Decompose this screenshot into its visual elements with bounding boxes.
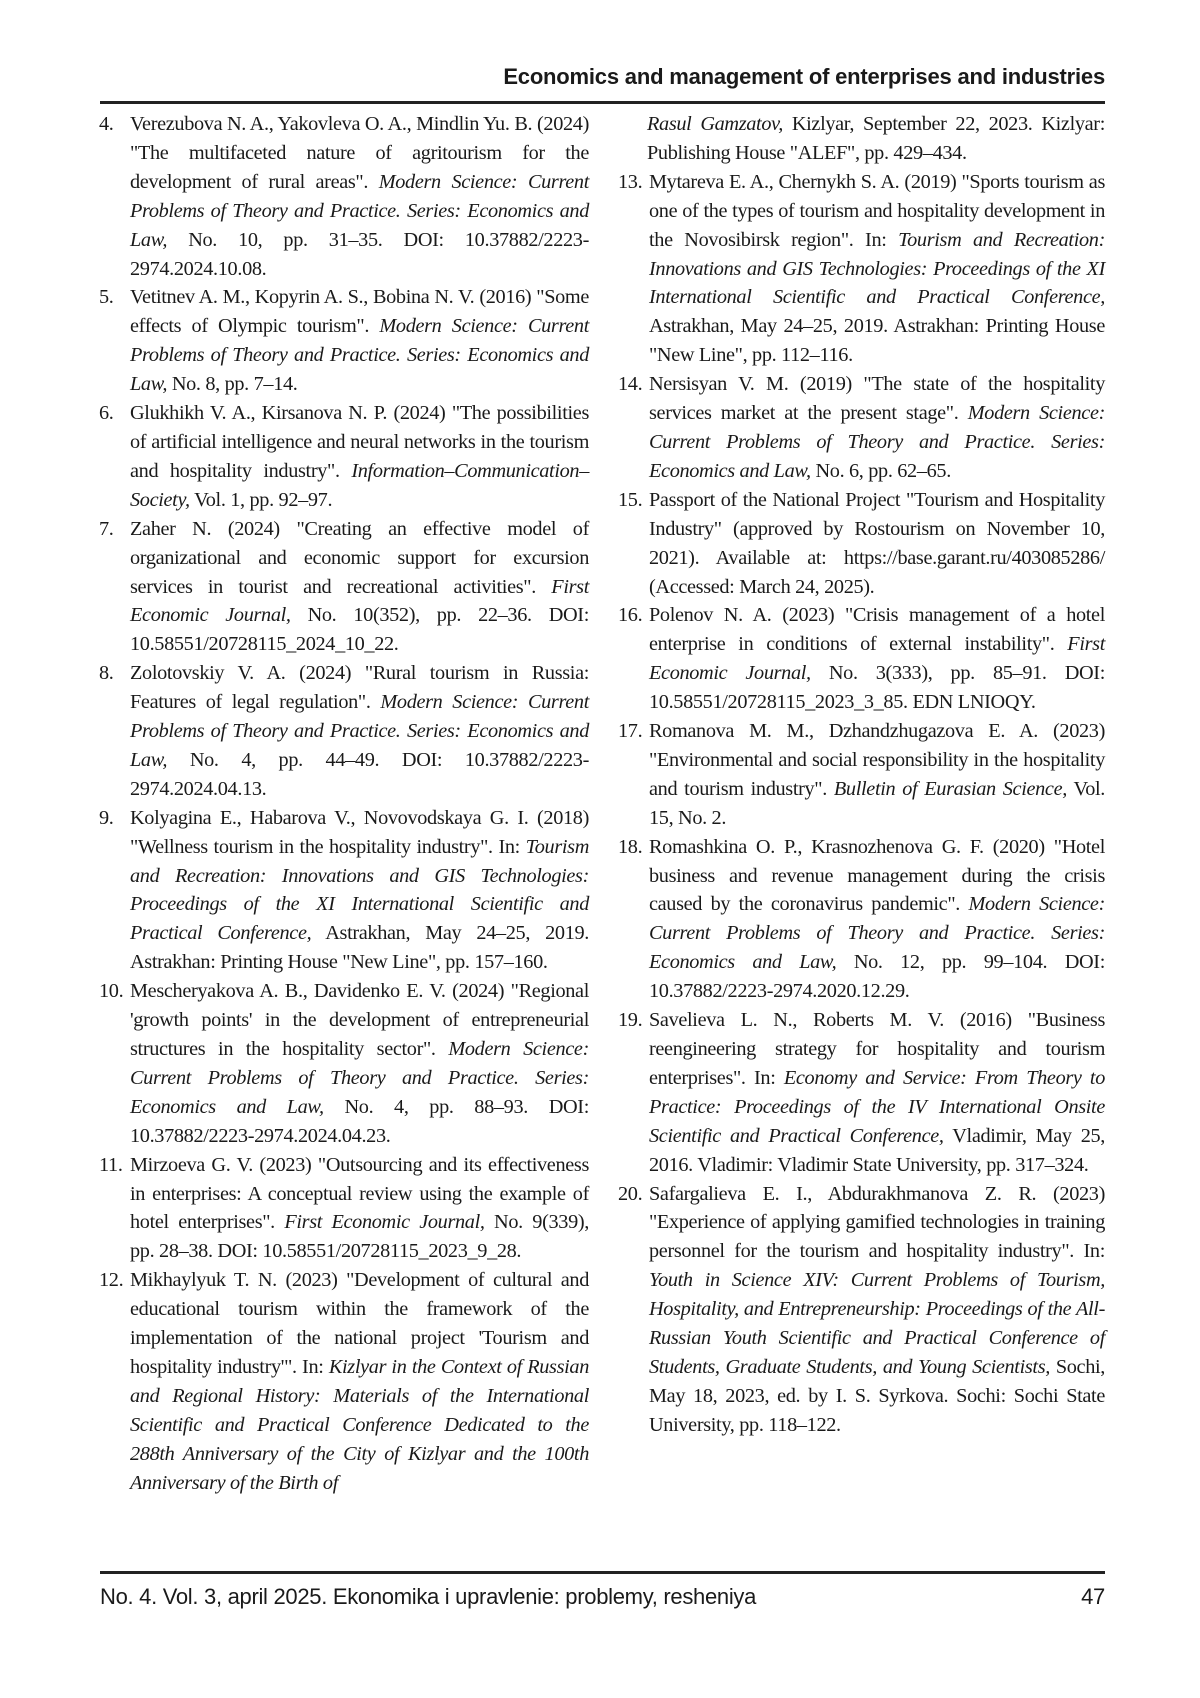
page-footer: [100, 1584, 1105, 1610]
reference-item: [99, 977, 589, 1150]
reference-item: [99, 515, 589, 660]
reference-number: 9.: [99, 804, 114, 833]
reference-text: Safargalieva E. I., Abdurakhmanova Z. R. (2023) "Experience of applying gamified technolo­gies in training personnel for the tourism and hospitality industry". In:: [649, 1183, 1105, 1263]
reference-text: Vol. 1, pp. 92–97.: [190, 489, 332, 511]
reference-text: No. 8, pp. 7–14.: [167, 373, 297, 395]
reference-source-title: Modern Science: Current Problems of Theory and Practice. Series: Economics and Law,: [130, 171, 589, 251]
reference-source-title: First Economic Journal,: [284, 1211, 484, 1233]
reference-item: [618, 370, 1105, 486]
reference-text: No. 9(339), pp. 28–38. DOI: 10.58551/20728115_2023_9_28.: [130, 1211, 589, 1262]
reference-source-title: Economy and Service: From Theory to Practice: Proceedings of the IV International Onsite Scientific and Practical Conference,: [649, 1067, 1105, 1147]
reference-item: [99, 1266, 589, 1497]
reference-text: Astrakhan, May 24–25, 2019. Astrakhan: Printing House "New Line", pp. 157–160.: [130, 922, 589, 973]
reference-text: Vetitnev A. M., Kopyrin A. S., Bobina N. V. (2016) "Some effects of Olympic tourism".: [130, 286, 589, 337]
reference-text: Romanova M. M., Dzhandzhugazova E. A. (2023) "Environmental and social responsibility in the hospitality and tourism industry".: [649, 720, 1105, 800]
reference-number: 15.: [618, 486, 642, 515]
reference-source-title: Modern Science: Current Problems of Theory and Practice. Series: Economics and Law,: [130, 1038, 589, 1118]
reference-source-title: Youth in Science XIV: Current Problems of Tourism, Hospitality, and Entrepreneurship: Proceedings of the All-Russian Youth Scientific and Practical Conference of Students, Graduate Students, and Young Scientists,: [649, 1269, 1105, 1378]
reference-text: Zolotovskiy V. A. (2024) "Rural tourism in Russia: Features of legal regulation".: [130, 662, 589, 713]
reference-source-title: Modern Science: Current Problems of Theory and Practice. Series: Economics and Law,: [649, 893, 1105, 973]
reference-text: No. 6, pp. 62–65.: [811, 460, 951, 482]
reference-item: [618, 1006, 1105, 1179]
running-title: Economics and management of enterprises and industries: [100, 64, 1105, 90]
reference-number: 8.: [99, 659, 114, 688]
reference-source-title: Bulletin of Eurasian Science,: [834, 778, 1067, 800]
reference-number: 16.: [618, 601, 642, 630]
reference-text: Astrakhan, May 24–25, 2019. Astrakhan: Printing House "New Line", pp. 112–116.: [649, 315, 1105, 366]
reference-number: 20.: [618, 1180, 642, 1209]
references-left-column: [99, 110, 589, 1498]
reference-item: [618, 601, 1105, 717]
reference-number: 5.: [99, 283, 114, 312]
reference-source-title: First Economic Journal,: [649, 633, 1105, 684]
reference-item: [618, 110, 1105, 168]
header-divider: [100, 101, 1105, 104]
reference-number: 17.: [618, 717, 642, 746]
reference-item: [99, 1151, 589, 1267]
footer-divider: [100, 1571, 1105, 1574]
reference-text: No. 12, pp. 99–104. DOI: 10.37882/2223-2974.2020.12.29.: [649, 951, 1105, 1002]
reference-number: 12.: [99, 1266, 123, 1295]
reference-text: Romashkina O. P., Krasnozhenova G. F. (2020) "Hotel business and revenue management during the crisis caused by the coronavirus pandemic".: [649, 836, 1105, 916]
reference-item: [99, 283, 589, 399]
references-right-column: [618, 110, 1105, 1440]
issue-info: No. 4. Vol. 3, april 2025. Ekonomika i upravlenie: problemy, resheniya: [100, 1584, 756, 1610]
reference-source-title: Information–Communication–Society,: [130, 460, 589, 511]
reference-item: [618, 168, 1105, 370]
reference-number: 11.: [99, 1151, 123, 1180]
reference-item: [618, 486, 1105, 602]
reference-text: Sochi, May 18, 2023, ed. by I. S. Syrkova. Sochi: Sochi State University, pp. 118–122.: [649, 1356, 1105, 1436]
reference-text: Nersisyan V. M. (2019) "The state of the hospital­ity services market at the present stage".: [649, 373, 1105, 424]
reference-text: No. 4, pp. 88–93. DOI: 10.37882/2223-2974.2024.04.23.: [130, 1096, 589, 1147]
reference-source-title: Rasul Gamzatov,: [647, 113, 783, 135]
reference-item: [99, 659, 589, 804]
reference-source-title: Tourism and Recreation: Innovations and GIS Technologies: Proceedings of the XI International Scientific and Practical Conference,: [130, 836, 589, 945]
reference-item: [618, 833, 1105, 1006]
reference-number: 18.: [618, 833, 642, 862]
reference-item: [618, 717, 1105, 833]
page-number: 47: [1081, 1584, 1105, 1610]
reference-number: 13.: [618, 168, 642, 197]
reference-source-title: Modern Science: Current Problems of Theory and Practice. Series: Economics and Law,: [130, 691, 589, 771]
reference-text: Mytareva E. A., Chernykh S. A. (2019) "Sports tourism as one of the types of tourism and hos­pitality development in the Novosibirsk region". In:: [649, 171, 1105, 251]
reference-text: No. 4, pp. 44–49. DOI: 10.37882/2223-2974.2024.04.13.: [130, 749, 589, 800]
reference-text: Mirzoeva G. V. (2023) "Outsourcing and its ef­fectiveness in enterprises: A conceptual review using the example of hotel enterprises".: [130, 1154, 589, 1234]
reference-source-title: Modern Science: Current Problems of Theory and Practice. Series: Economics and Law,: [649, 402, 1105, 482]
reference-text: Polenov N. A. (2023) "Crisis management of a hotel enterprise in conditions of external instabil­ity".: [649, 604, 1105, 655]
reference-source-title: Modern Science: Current Problems of Theory and Practice. Series: Economics and Law,: [130, 315, 589, 395]
reference-source-title: Kizlyar in the Context of Russian and Regional History: Materials of the International Scientific and Practical Conference Dedicated to the 288th Anniversary of the City of Kizlyar and the 100th Anniversary of the Birth of: [130, 1356, 589, 1494]
reference-number: 10.: [99, 977, 123, 1006]
reference-text: No. 10(352), pp. 22–36. DOI: 10.58551/20728115_2024_10_22.: [130, 604, 589, 655]
reference-text: Vol. 15, No. 2.: [649, 778, 1105, 829]
reference-item: [618, 1180, 1105, 1440]
reference-text: Passport of the National Project "Tourism and Hospitality Industry" (approved by Rostourism on November 10, 2021). Available at: https://base.​garant.ru/403085286/ (Accessed: March 24, 2025).: [649, 489, 1105, 598]
reference-item: [99, 804, 589, 977]
reference-text: Glukhikh V. A., Kirsanova N. P. (2024) "The possi­bilities of artificial intelligence and neural networks in the tourism and hospitality industry".: [130, 402, 589, 482]
reference-source-title: First Economic Journal,: [130, 576, 589, 627]
reference-text: Vladimir, May 25, 2016. Vladimir: Vladimir State University, pp. 317–324.: [649, 1125, 1105, 1176]
reference-number: 7.: [99, 515, 114, 544]
reference-text: Zaher N. (2024) "Creating an effective model of organizational and economic support for excursion services in tourist and recreational activities".: [130, 518, 589, 598]
reference-text: Mescheryakova A. B., Davidenko E. V. (2024) "Regional 'growth points' in the development of entrepreneurial structures in the hospitality sector".: [130, 980, 589, 1060]
reference-text: Mikhaylyuk T. N. (2023) "Development of cultural and educational tourism within the framework of the implementation of the national project 'Tourism and hospitality industry'". In:: [130, 1269, 589, 1378]
reference-number: 6.: [99, 399, 114, 428]
reference-text: Verezubova N. A., Yakovleva O. A., Mindlin Yu. B. (2024) "The multifaceted nature of agritourism for the development of rural areas".: [130, 113, 589, 193]
reference-text: Kolyagina E., Habarova V., Novovodskaya G. I. (2018) "Wellness tourism in the hospitality in­dustry". In:: [130, 807, 589, 858]
reference-text: Savelieva L. N., Roberts M. V. (2016) "Business reengineering strategy for hospitality and tour­ism enterprises". In:: [649, 1009, 1105, 1089]
reference-item: [99, 399, 589, 515]
reference-number: 4.: [99, 110, 114, 139]
reference-text: No. 10, pp. 31–35. DOI: 10.37882/2223-2974.2024.10.08.: [130, 229, 589, 280]
reference-text: No. 3(333), pp. 85–91. DOI: 10.58551/20728115_2023_3_85. EDN LNIOQY.: [649, 662, 1105, 713]
reference-number: 14.: [618, 370, 642, 399]
reference-text: Kizlyar, September 22, 2023. Kizlyar: Publishing House "ALEF", pp. 429–434.: [647, 113, 1105, 164]
reference-source-title: Tourism and Recreation: Innovations and GIS Technologies: Proceedings of the XI International Scientific and Practical Conference,: [649, 229, 1105, 309]
reference-number: 19.: [618, 1006, 642, 1035]
reference-item: [99, 110, 589, 283]
